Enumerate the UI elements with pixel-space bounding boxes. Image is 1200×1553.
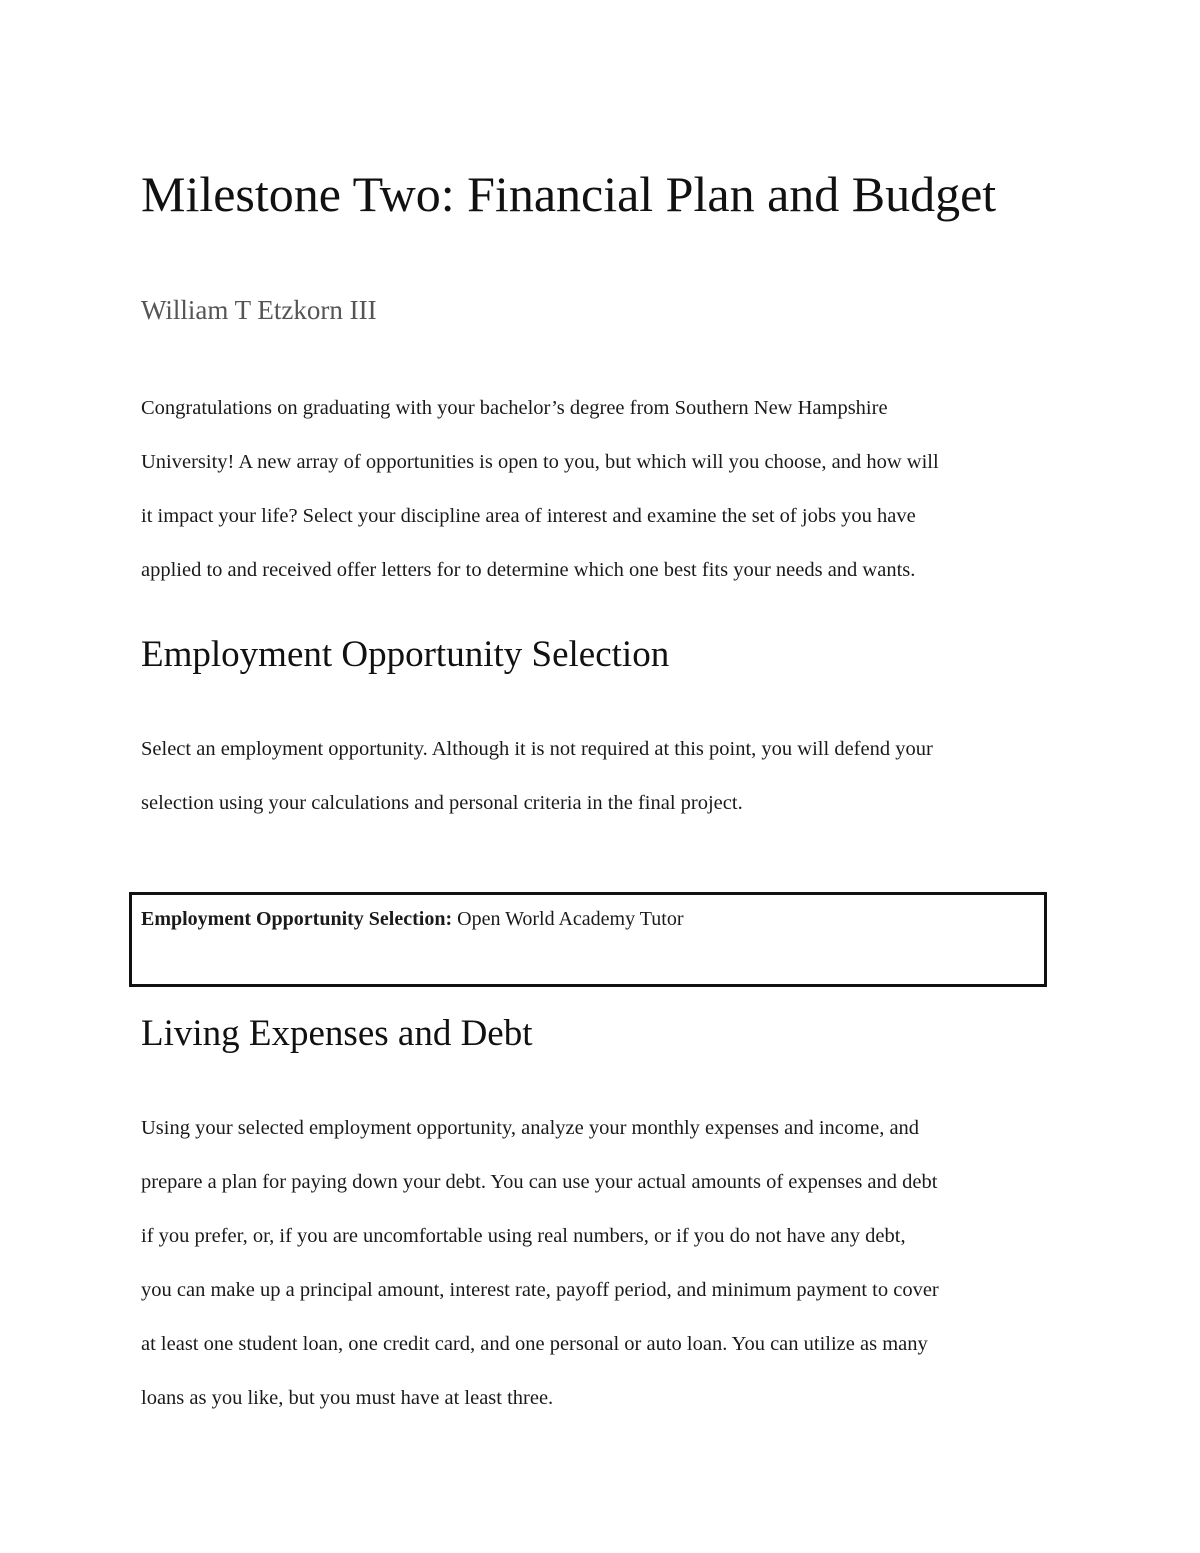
section-heading-living-expenses: Living Expenses and Debt — [141, 1013, 533, 1054]
section2-line: at least one student loan, one credit card, and one personal or auto loan. You can utilize as many — [141, 1333, 928, 1355]
section2-line: Using your selected employment opportunity, analyze your monthly expenses and income, and — [141, 1117, 920, 1139]
section-heading-employment: Employment Opportunity Selection — [141, 634, 670, 675]
section2-line: you can make up a principal amount, interest rate, payoff period, and minimum payment to cover — [141, 1279, 939, 1301]
employment-selection-value: Open World Academy Tutor — [457, 908, 684, 930]
intro-line: University! A new array of opportunities is open to you, but which will you choose, and how will — [141, 451, 939, 473]
section2-line: prepare a plan for paying down your debt. You can use your actual amounts of expenses and debt — [141, 1171, 938, 1193]
intro-line: applied to and received offer letters for to determine which one best fits your needs and wants. — [141, 559, 916, 581]
author-name: William T Etzkorn III — [141, 295, 377, 325]
section2-line: if you prefer, or, if you are uncomfortable using real numbers, or if you do not have any debt, — [141, 1225, 906, 1247]
document-title: Milestone Two: Financial Plan and Budget — [141, 166, 997, 222]
employment-selection-label: Employment Opportunity Selection: — [141, 908, 453, 930]
employment-selection-box — [129, 892, 1047, 987]
section1-line: Select an employment opportunity. Although it is not required at this point, you will defend your — [141, 738, 933, 760]
section1-line: selection using your calculations and personal criteria in the final project. — [141, 792, 743, 814]
intro-line: it impact your life? Select your discipline area of interest and examine the set of jobs you have — [141, 505, 916, 527]
employment-selection-text — [141, 908, 683, 931]
section2-line: loans as you like, but you must have at least three. — [141, 1387, 554, 1409]
intro-line: Congratulations on graduating with your bachelor’s degree from Southern New Hampshire — [141, 397, 888, 419]
